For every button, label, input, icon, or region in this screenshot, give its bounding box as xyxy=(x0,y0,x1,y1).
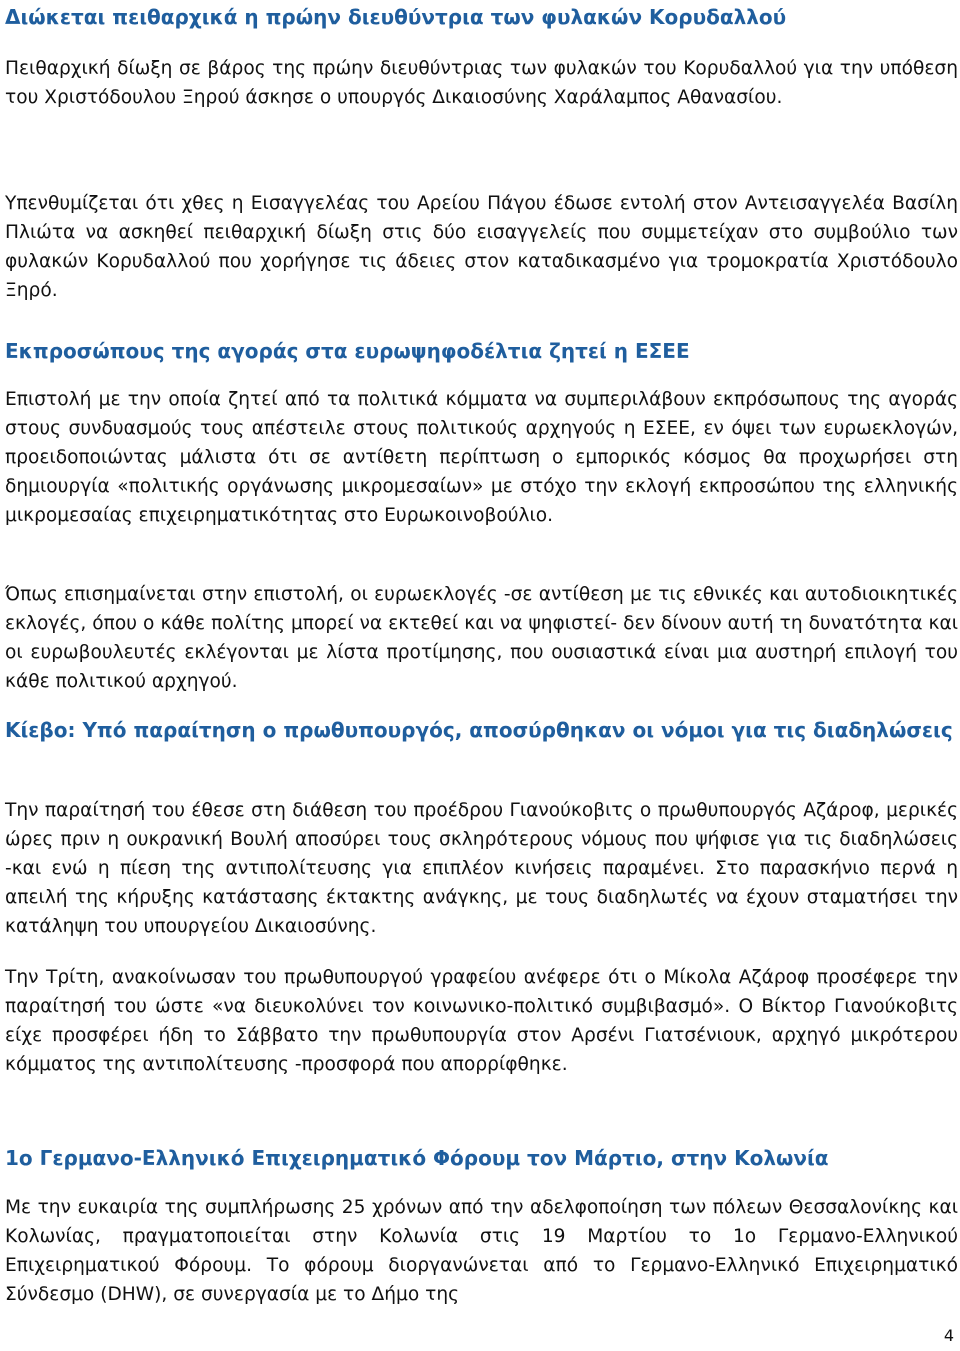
document-page xyxy=(5,0,958,1351)
article-paragraph: Πειθαρχική δίωξη σε βάρος της πρώην διευθύντριας των φυλακών του Κορυδαλλού για την υπόθεση του Χριστόδουλου Ξηρού άσκησε ο υπουργός Δικαιοσύνης Χαράλαμπος Αθανασίου. xyxy=(5,58,958,108)
article-title: Διώκεται πειθαρχικά η πρώην διευθύντρια των φυλακών Κορυδαλλού xyxy=(5,5,787,29)
article-title: Εκπροσώπους της αγοράς στα ευρωψηφοδέλτια ζητεί η ΕΣΕΕ xyxy=(5,339,690,363)
article-paragraph: Επιστολή με την οποία ζητεί από τα πολιτικά κόμματα να συμπεριλάβουν εκπρόσωπους της αγοράς στους συνδυασμούς τους απέστειλε στους πολιτικούς αρχηγούς η ΕΣΕΕ, εν όψει των ευρωεκλογών, προειδοποιώντας μάλιστα ότι σε αντίθετη περίπτωση ο εμπορικός κόσμος θα προχωρήσει στη δημιουργία «πολιτικής οργάνωσης μικρομεσαίων» με στόχο την εκλογή εκπροσώπου της ελληνικής μικρομεσαίας επιχειρηματικότητας στο Ευρωκοινοβούλιο. xyxy=(5,389,958,526)
article-paragraph: Υπενθυμίζεται ότι χθες η Εισαγγελέας του Αρείου Πάγου έδωσε εντολή στον Αντεισαγγελέα Βασίλη Πλιώτα να ασκηθεί πειθαρχική δίωξη στις δύο εισαγγελείς που συμμετείχαν στο συμβούλιο των φυλακών Κορυδαλλού που χορήγησε τις άδειες στον καταδικασμένο για τρομοκρατία Χριστόδουλο Ξηρό. xyxy=(5,193,958,301)
page-number: 4 xyxy=(943,1326,954,1345)
article-title: Κίεβο: Υπό παραίτηση ο πρωθυπουργός, αποσύρθηκαν οι νόμοι για τις διαδηλώσεις xyxy=(5,718,953,742)
article-paragraph: Με την ευκαιρία της συμπλήρωσης 25 χρόνων από την αδελφοποίηση των πόλεων Θεσσαλονίκης και Κολωνίας, πραγματοποιείται στην Κολωνία στις 19 Μαρτίου το 1ο Γερμανο-Ελληνικού Επιχειρηματικού Φόρουμ. Το φόρουμ διοργανώνεται από το Γερμανο-Ελληνικό Επιχειρηματικό Σύνδεσμο (DHW), σε συνεργασία με το Δήμο της xyxy=(5,1197,958,1305)
article-title: 1ο Γερμανο-Ελληνικό Επιχειρηματικό Φόρουμ τον Μάρτιο, στην Κολωνία xyxy=(5,1146,829,1170)
article-paragraph: Όπως επισημαίνεται στην επιστολή, οι ευρωεκλογές -σε αντίθεση με τις εθνικές και αυτοδιοικητικές εκλογές, όπου ο κάθε πολίτης μπορεί να εκτεθεί και να ψηφιστεί- δεν δίνουν αυτή τη δυνατότητα και οι ευρωβουλευτές εκλέγονται με λίστα προτίμησης, που ουσιαστικά είναι μια αυστηρή επιλογή του κάθε πολιτικού αρχηγού. xyxy=(5,584,958,692)
article-paragraph: Την Τρίτη, ανακοίνωσαν του πρωθυπουργού γραφείου ανέφερε ότι ο Μίκολα Αζάροφ προσέφερε την παραίτησή του ώστε «να διευκολύνει τον κοινωνικο-πολιτικό συμβιβασμό». Ο Βίκτορ Γιανούκοβιτς είχε προσφέρει ήδη το Σάββατο την πρωθυπουργία στον Αρσένι Γιατσένιουκ, αρχηγό μικρότερου κόμματος της αντιπολίτευσης -προσφορά που απορρίφθηκε. xyxy=(5,967,958,1075)
article-paragraph: Την παραίτησή του έθεσε στη διάθεση του προέδρου Γιανούκοβιτς ο πρωθυπουργός Αζάροφ, μερικές ώρες πριν η ουκρανική Βουλή αποσύρει τους σκληρότερους νόμους που ψήφισε για τις διαδηλώσεις -και ενώ η πίεση της αντιπολίτευσης για επιπλέον κινήσεις παραμένει. Στο παρασκήνιο περνά η απειλή της κήρυξης κατάστασης έκτακτης ανάγκης, με τους διαδηλωτές να έχουν σταματήσει την κατάληψη του υπουργείου Δικαιοσύνης. xyxy=(5,800,958,937)
